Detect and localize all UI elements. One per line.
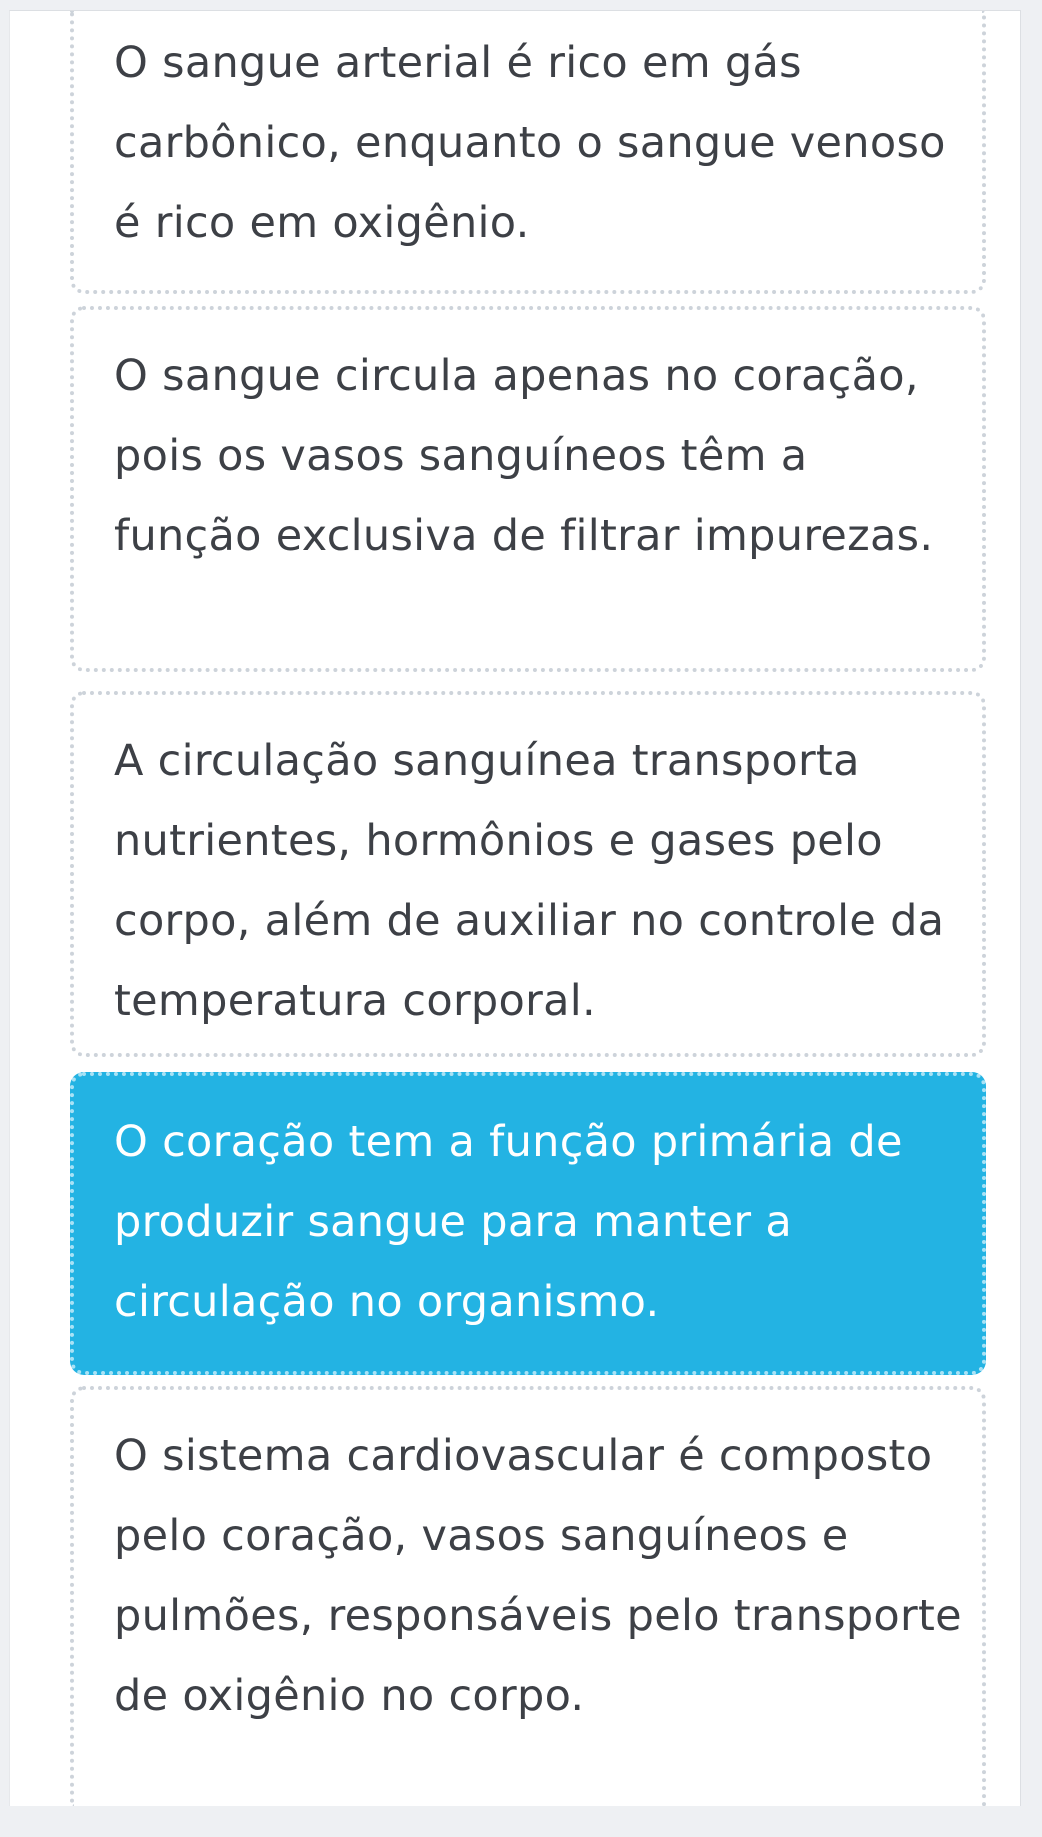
answer-option-4-selected[interactable] (70, 1072, 986, 1375)
answer-option-4-text: O coração tem a função primária de produzir sangue para manter a circulação no organismo. (114, 1117, 903, 1327)
answer-option-2[interactable] (70, 306, 986, 672)
bottom-bar (0, 1806, 1042, 1837)
answer-option-3-text: A circulação sanguínea transporta nutrientes, hormônios e gases pelo corpo, além de auxiliar no controle da temperatura corporal. (114, 736, 945, 1026)
answer-option-1[interactable] (70, 11, 986, 294)
answer-option-3[interactable] (70, 691, 986, 1057)
question-card (9, 10, 1021, 1806)
answer-option-5[interactable] (70, 1386, 986, 1806)
answer-option-1-text: O sangue arterial é rico em gás carbônico, enquanto o sangue venoso é rico em oxigênio. (114, 38, 946, 248)
answer-option-5-text: O sistema cardiovascular é composto pelo coração, vasos sanguíneos e pulmões, responsáveis pelo transporte de oxigênio no corpo. (114, 1431, 962, 1721)
answer-option-2-text: O sangue circula apenas no coração, pois os vasos sanguíneos têm a função exclusiva de filtrar impurezas. (114, 351, 934, 561)
